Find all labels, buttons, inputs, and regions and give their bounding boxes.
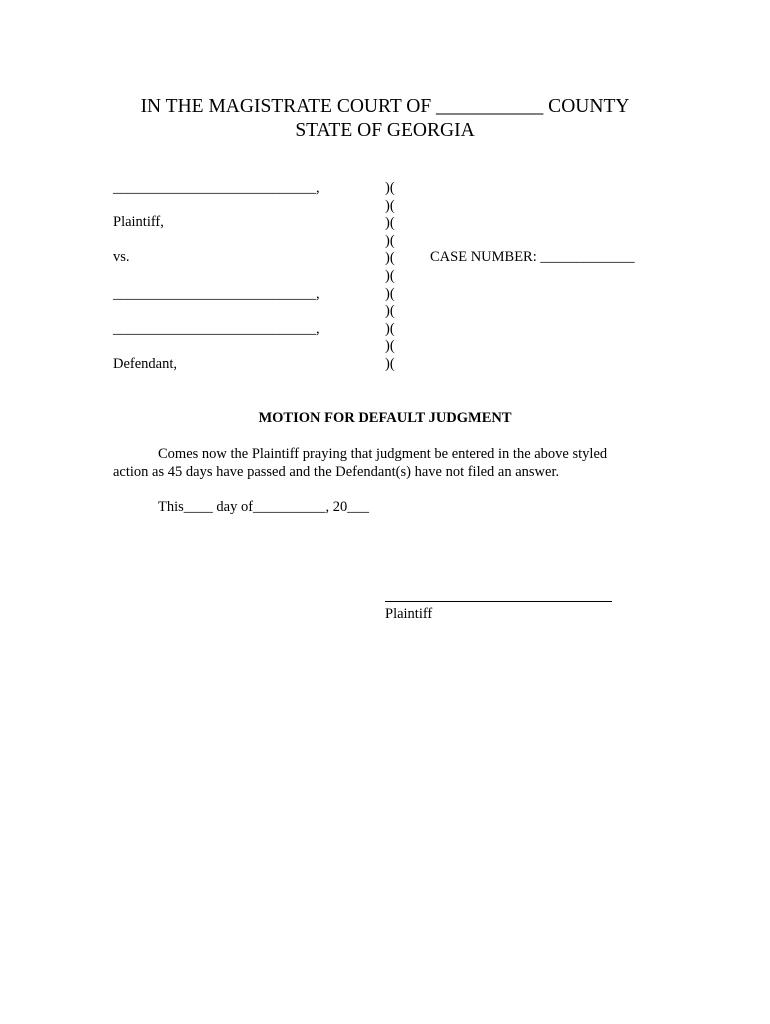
motion-body-line-2: action as 45 days have passed and the Defendant(s) have not filed an answer. — [113, 464, 560, 480]
defendant-name-blank-1: ____________________________, — [113, 286, 320, 302]
plaintiff-label: Plaintiff, — [113, 214, 164, 230]
caption-divider: )( — [385, 338, 395, 355]
caption-divider: )( — [385, 303, 395, 320]
caption-divider: )( — [385, 215, 395, 232]
caption-divider: )( — [385, 180, 395, 196]
caption-divider: )( — [385, 268, 395, 284]
caption-divider: )( — [385, 232, 395, 249]
defendant-name-blank-2: ____________________________, — [113, 321, 320, 337]
caption-divider: )( — [385, 356, 395, 372]
motion-title: MOTION FOR DEFAULT JUDGMENT — [258, 410, 512, 426]
versus-label: vs. — [113, 249, 130, 265]
caption-divider: )( — [385, 285, 395, 302]
plaintiff-name-blank: ____________________________, — [113, 180, 320, 196]
case-number-field: CASE NUMBER: _____________ — [430, 249, 635, 265]
court-header: IN THE MAGISTRATE COURT OF ___________ COUNTY — [140, 96, 630, 117]
signature-line — [385, 601, 612, 602]
defendant-label: Defendant, — [113, 356, 178, 372]
signature-label: Plaintiff — [385, 606, 433, 622]
caption-divider: )( — [385, 197, 395, 214]
motion-body-line-1: Comes now the Plaintiff praying that judgment be entered in the above styled — [158, 446, 608, 462]
caption-divider: )( — [385, 250, 395, 267]
state-header: STATE OF GEORGIA — [295, 120, 475, 141]
caption-divider: )( — [385, 320, 395, 337]
date-line: This____ day of__________, 20___ — [158, 499, 370, 515]
